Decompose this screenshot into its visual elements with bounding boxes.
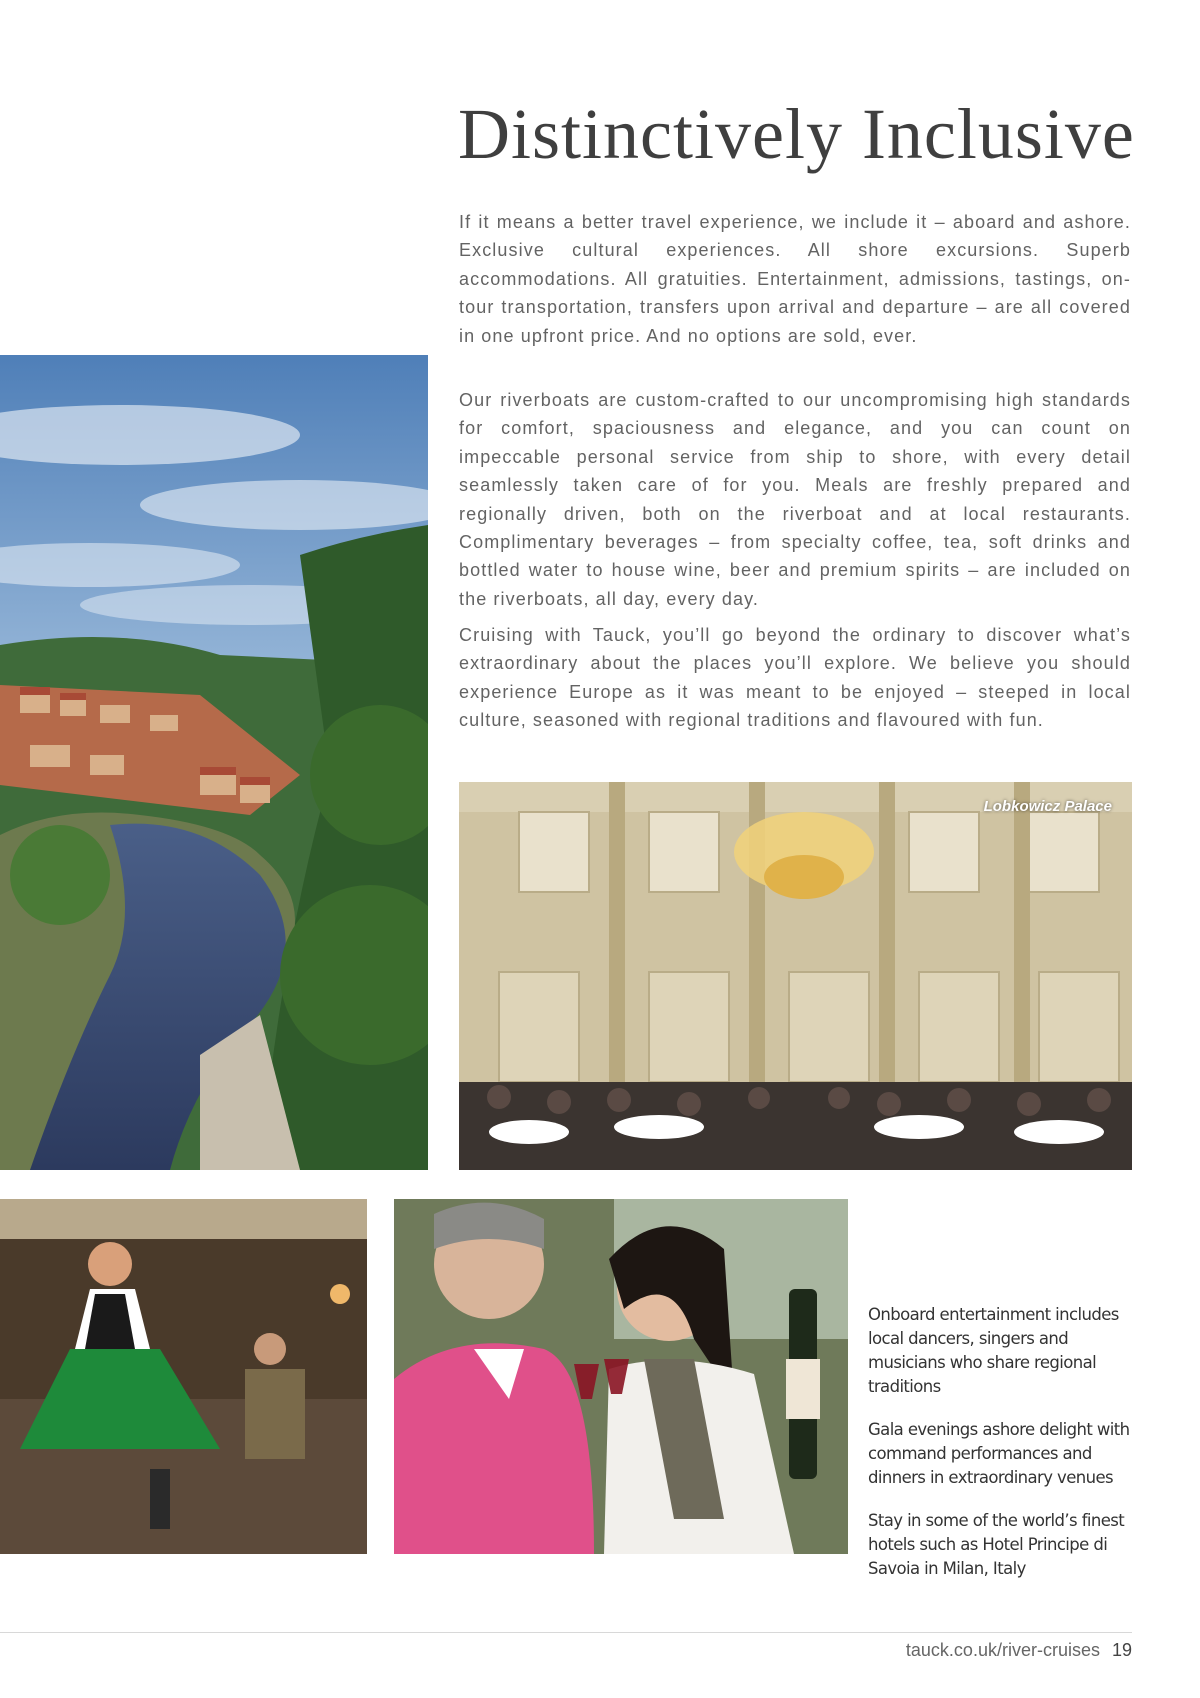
caption-entertainment: Onboard entertainment includes local dancers, singers and musicians who share regional traditions (868, 1305, 1119, 1396)
page-number: 19 (1111, 1640, 1132, 1660)
photo-captions (868, 1303, 1148, 1600)
caption-gala: Gala evenings ashore delight with command performances and dinners in extraordinary venues (868, 1420, 1130, 1487)
intro-paragraph: If it means a better travel experience, we include it – aboard and ashore. Exclusive cultural experiences. All shore excursions. Superb accommodations. All gratuities. Entertainment, admissions, tastings, on-tour transportation, transfers upon arrival and departure – are all covered in one upfront price. And no options are sold, ever. (459, 212, 1131, 346)
riverboats-paragraph: Our riverboats are custom-crafted to our uncompromising high standards for comfort, spaciousness and elegance, and you can count on impeccable personal service from ship to shore, with every detail seamlessly taken care of for you. Meals are freshly prepared and regionally driven, both on the riverboat and at local restaurants. Complimentary beverages – from specialty coffee, tea, soft drinks and bottled water to house wine, beer and premium spirits – are included on the riverboats, all day, every day. (459, 390, 1131, 609)
palace-hall-photo (459, 782, 1132, 1170)
cruising-paragraph: Cruising with Tauck, you’ll go beyond the ordinary to discover what’s extraordinary about the places you’ll explore. We believe you should experience Europe as it was meant to be enjoyed – steeped in local culture, seasoned with regional traditions and flavoured with fun. (459, 625, 1131, 731)
palace-photo-caption: Lobkowicz Palace (983, 798, 1112, 815)
page-title: Distinctively Inclusive (458, 94, 1135, 174)
footer-url[interactable]: tauck.co.uk/river-cruises (905, 1640, 1100, 1660)
caption-hotels: Stay in some of the world’s finest hotels such as Hotel Principe di Savoia in Milan, Italy (868, 1511, 1125, 1578)
river-town-photo (0, 355, 428, 1170)
folk-dancer-photo (0, 1199, 367, 1554)
wine-toast-photo (394, 1199, 848, 1554)
footer-divider (0, 1632, 1132, 1633)
page-footer (906, 1640, 1132, 1661)
